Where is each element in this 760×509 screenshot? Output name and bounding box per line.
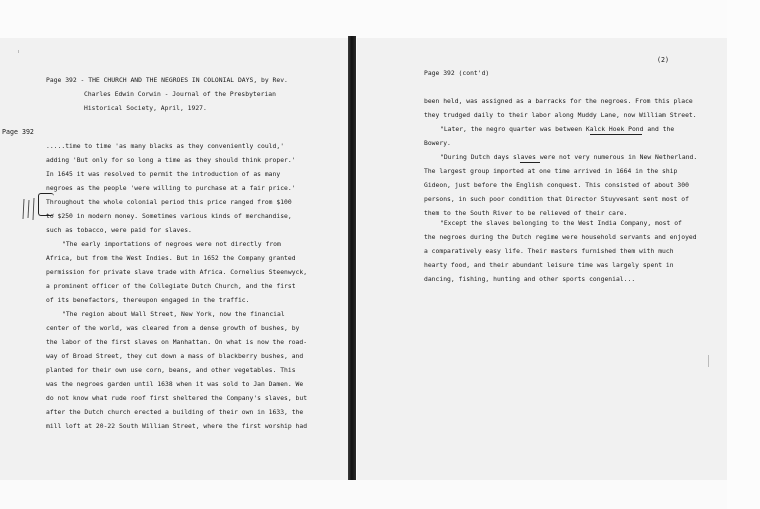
right-body-line: the negroes during the Dutch regime were household servants and enjoyed: [424, 234, 697, 241]
left-body-line: center of the world, was cleared from a dense growth of bushes, by: [46, 325, 300, 332]
right-body-line: been held, was assigned as a barracks for the negroes. From this place: [424, 98, 693, 105]
right-body-line: persons, in such poor condition that Director Stuyvesant sent most of: [424, 196, 689, 203]
left-body-line: after the Dutch church erected a building of their own in 1633, the: [46, 409, 304, 416]
right-body-line: "Except the slaves belonging to the West India Company, most of: [440, 220, 682, 227]
scan-speck: [708, 355, 709, 367]
left-body-line: was the negroes garden until 1638 when it was sold to Jan Damen. We: [46, 381, 304, 388]
left-body-line: Africa, but from the West Indies. But in 1652 the Company granted: [46, 255, 296, 262]
right-margin: [727, 0, 760, 509]
left-body-line: do not know what rude roof first sheltered the Company's slaves, but: [46, 395, 308, 402]
right-body-line: "During Dutch days slaves were not very numerous in New Netherland.: [440, 154, 698, 161]
left-body-line: to $250 in modern money. Sometimes various kinds of merchandise,: [46, 213, 292, 220]
right-body-line: hearty food, and their abundant leisure time was largely spent in: [424, 262, 674, 269]
right-body-line: "Later, the negro quarter was between Kalck Hoek Pond and the: [440, 126, 675, 133]
right-body-line: dancing, fishing, hunting and other sports congenial...: [424, 276, 636, 283]
left-body-line: planted for their own use corn, beans, and other vegetables. This: [46, 367, 296, 374]
underline-mark: [590, 134, 642, 135]
left-body-line: Throughout the whole colonial period this price ranged from $100: [46, 199, 292, 206]
right-body-line: a comparatively easy life. Their masters furnished them with much: [424, 248, 674, 255]
left-header-line-2: Charles Edwin Corwin - Journal of the Presbyterian: [84, 91, 276, 98]
margin-page-label: Page 392: [2, 128, 34, 136]
right-header: Page 392 (cont'd): [424, 70, 490, 77]
right-body-line: they trudged daily to their labor along Muddy Lane, now William Street.: [424, 112, 697, 119]
left-body-line: "The region about Wall Street, New York, now the financial: [62, 311, 285, 318]
right-body-line: Gideon, just before the English conquest. This consisted of about 300: [424, 182, 689, 189]
left-body-line: way of Broad Street, they cut down a mass of blackberry bushes, and: [46, 353, 304, 360]
left-body-line: such as tobacco, were paid for slaves.: [46, 227, 192, 234]
left-body-line: a prominent officer of the Collegiate Dutch Church, and the first: [46, 283, 296, 290]
left-body-line: mill loft at 20-22 South William Street, where the first worship had: [46, 423, 308, 430]
left-header-line-1: Page 392 - THE CHURCH AND THE NEGROES IN COLONIAL DAYS, by Rev.: [46, 77, 288, 84]
underline-mark: [520, 162, 540, 163]
scan-speck: [18, 50, 19, 53]
left-body-line: negroes as the people 'were willing to purchase at a fair price.': [46, 185, 296, 192]
left-body-line: of its benefactors, thereupon engaged in the traffic.: [46, 297, 250, 304]
page-number: (2): [657, 56, 669, 64]
bottom-margin: [0, 480, 760, 509]
right-body-line: them to the South River to be relieved of their care.: [424, 210, 628, 217]
left-body-line: .....time to time 'as many blacks as they conveniently could,': [46, 143, 285, 150]
left-header-line-3: Historical Society, April, 1927.: [84, 105, 207, 112]
right-body-line: The largest group imported at one time arrived in 1664 in the ship: [424, 168, 678, 175]
left-body-line: permission for private slave trade with Africa. Cornelius Steenwyck,: [46, 269, 308, 276]
left-body-line: In 1645 it was resolved to permit the introduction of as many: [46, 171, 281, 178]
left-body-line: adding 'But only for so long a time as they should think proper.': [46, 157, 296, 164]
left-body-line: "The early importations of negroes were not directly from: [62, 241, 281, 248]
left-body-line: the labor of the first slaves on Manhattan. On what is now the road-: [46, 339, 308, 346]
right-body-line: Bowery.: [424, 140, 451, 147]
book-gutter: [348, 36, 356, 482]
